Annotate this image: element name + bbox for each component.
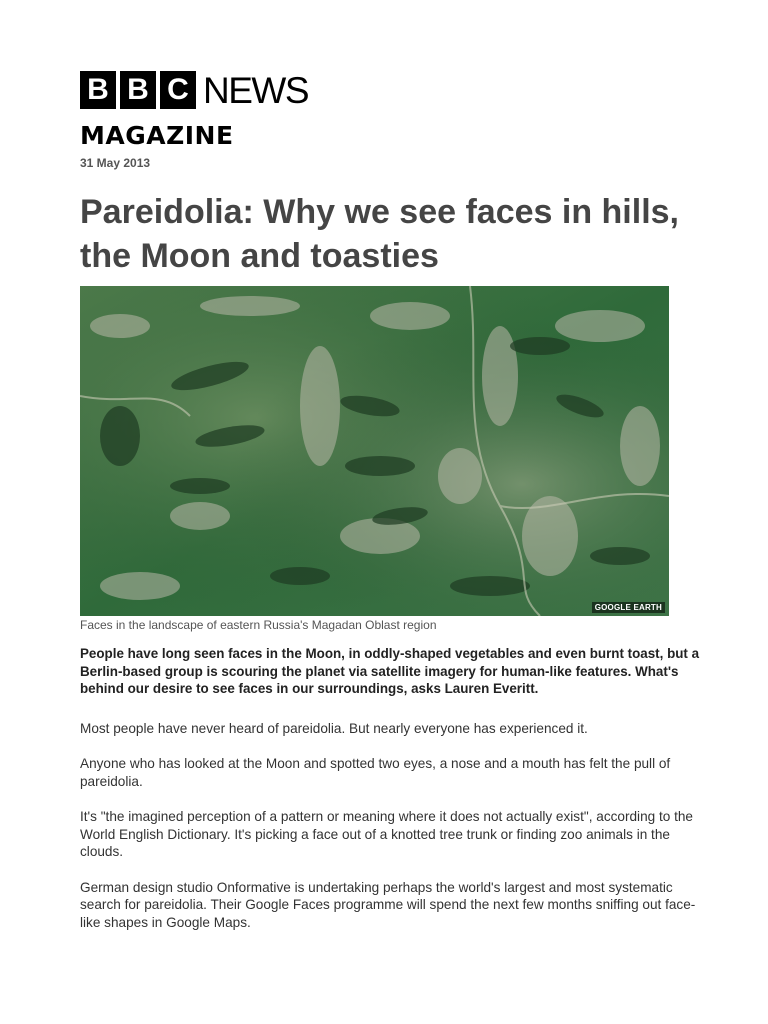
- article-paragraph: German design studio Onformative is undertaking perhaps the world's largest and most systematic search for pareidolia. Their Google Faces programme will spend the next few months sniffing out face-like shapes in Google Maps.: [80, 879, 696, 930]
- article-body: [80, 645, 700, 949]
- article-paragraph: Most people have never heard of pareidolia. But nearly everyone has experienced it.: [80, 720, 588, 736]
- article-intro: People have long seen faces in the Moon, in oddly-shaped vegetables and even burnt toast, but a Berlin-based group is scouring the planet via satellite imagery for human-like features. What's behind our desire to see faces in our surroundings, asks Lauren Everitt.: [80, 646, 700, 696]
- article-photo: [80, 286, 669, 616]
- article-paragraph: It's "the imagined perception of a pattern or meaning where it does not actually exist", according to the World English Dictionary. It's picking a face out of a knotted tree trunk or finding zoo animals in the clouds.: [80, 809, 693, 859]
- bbc-news-logo[interactable]: [80, 70, 308, 110]
- bbc-logo-block-b1: B: [80, 71, 116, 109]
- article-headline: Pareidolia: Why we see faces in hills, the Moon and toasties: [80, 193, 680, 275]
- bbc-logo-block-c: C: [160, 71, 196, 109]
- satellite-terrain-image: [80, 286, 669, 616]
- article-paragraph: Anyone who has looked at the Moon and spotted two eyes, a nose and a mouth has felt the pull of pareidolia.: [80, 756, 671, 789]
- article-date: 31 May 2013: [80, 156, 151, 170]
- section-title: MAGAZINE: [80, 121, 234, 150]
- image-caption: Faces in the landscape of eastern Russia's Magadan Oblast region: [80, 618, 437, 632]
- bbc-logo-block-b2: B: [120, 71, 156, 109]
- news-wordmark: NEWS: [203, 69, 308, 111]
- image-credit: GOOGLE EARTH: [592, 602, 665, 613]
